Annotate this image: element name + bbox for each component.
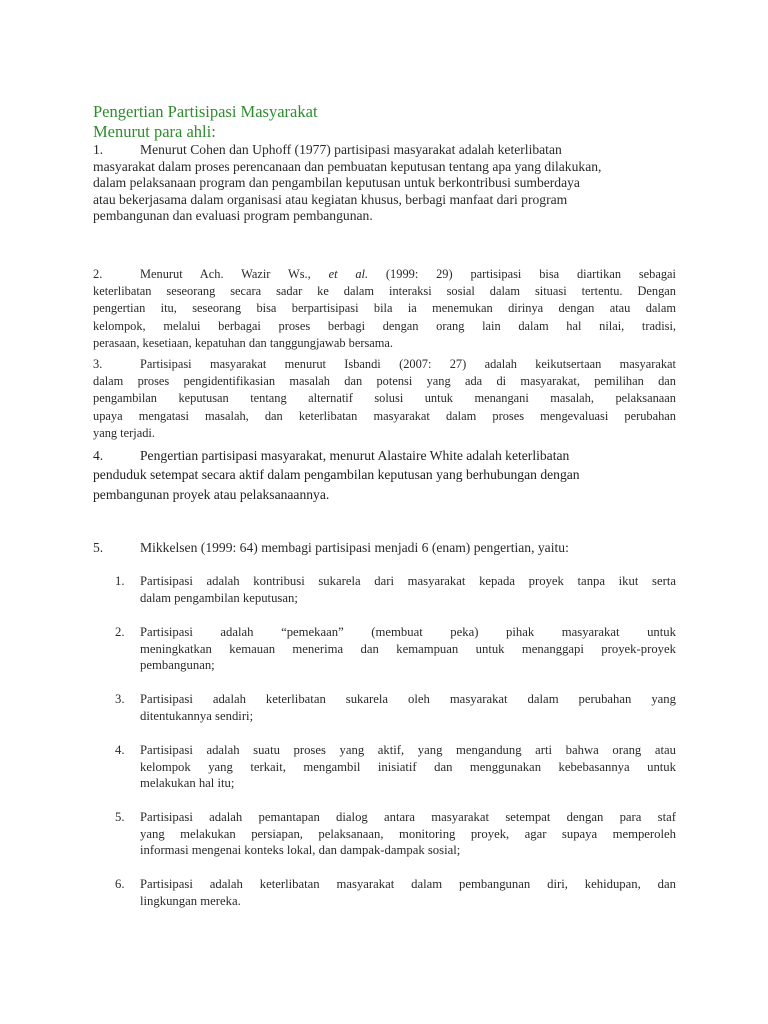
item-line: pengambilan keputusan tentang alternatif solusi untuk menangani masalah, pelaksanaan xyxy=(93,391,676,406)
item-line: masyarakat dalam proses perencanaan dan pembuatan keputusan tentang apa yang dilakukan, xyxy=(93,158,602,174)
item-line: penduduk setempat secara aktif dalam pengambilan keputusan yang berhubungan dengan xyxy=(93,467,580,483)
sub-item-text xyxy=(140,691,676,724)
item-italic-text: et al. xyxy=(328,267,369,281)
item-line: Pengertian partisipasi masyarakat, menurut Alastaire White adalah keterlibatan xyxy=(140,448,570,463)
item-line: Partisipasi adalah pemantapan dialog antara masyarakat setempat dengan para staf xyxy=(140,810,676,824)
list-item-1 xyxy=(93,142,676,225)
item-line: dalam pelaksanaan program dan pengambilan keputusan untuk berkontribusi sumberdaya xyxy=(93,175,580,191)
item-line: meningkatkan kemauan menerima dan kemampuan untuk menanggapi proyek-proyek xyxy=(140,641,676,656)
item-line: melakukan hal itu; xyxy=(140,776,235,791)
item-line: Partisipasi adalah kontribusi sukarela dari masyarakat kepada proyek tanpa ikut serta xyxy=(140,574,676,588)
item-line: pembangunan; xyxy=(140,658,215,673)
item-text: Menurut Ach. Wazir Ws., xyxy=(140,267,311,281)
item-line: perasaan, kesetiaan, kepatuhan dan tanggungjawab bersama. xyxy=(93,335,394,350)
item-line: Partisipasi adalah suatu proses yang aktif, yang mengandung arti bahwa orang atau xyxy=(140,743,676,757)
sub-item-text xyxy=(140,809,676,859)
item-line: kelompok, melalui berbagai proses berbagi dengan orang lain dalam hal nilai, tradisi, xyxy=(93,318,676,333)
item-line xyxy=(93,266,676,283)
item-text: (1999: 29) partisipasi bisa diartikan sebagai xyxy=(385,267,676,281)
item-line: keterlibatan seseorang secara sadar ke dalam interaksi sosial dalam situasi tertentu. Dengan xyxy=(93,284,676,299)
sub-item-number: 6. xyxy=(115,877,125,891)
item-line: atau bekerjasama dalam organisasi atau kegiatan khusus, berbagi manfaat dari program xyxy=(93,191,568,207)
item-line: yang terjadi. xyxy=(93,425,155,440)
item-line: Mikkelsen (1999: 64) membagi partisipasi menjadi 6 (enam) pengertian, yaitu: xyxy=(140,540,569,555)
item-line: Partisipasi adalah keterlibatan masyarakat dalam pembangunan diri, kehidupan, dan xyxy=(140,877,676,891)
item-number: 5. xyxy=(93,540,104,555)
item-line: lingkungan mereka. xyxy=(140,893,241,908)
item-number: 2. xyxy=(93,267,103,281)
sub-item-text xyxy=(140,624,676,674)
list-item-5 xyxy=(93,539,676,556)
sub-item-number: 2. xyxy=(115,625,125,639)
list-item-4 xyxy=(93,446,676,504)
sub-item-number: 4. xyxy=(115,743,125,757)
item-line: yang melakukan persiapan, pelaksanaan, monitoring proyek, agar supaya memperoleh xyxy=(140,826,676,841)
item-number: 1. xyxy=(93,142,104,157)
item-number: 3. xyxy=(93,357,103,371)
item-number: 4. xyxy=(93,448,104,463)
item-line: kelompok yang terkait, mengambil inisiatif dan menggunakan kebebasannya untuk xyxy=(140,759,676,774)
item-line: dalam proses pengidentifikasian masalah dan potensi yang ada di masyarakat, pemilihan dan xyxy=(93,374,676,389)
sub-item-number: 1. xyxy=(115,574,125,588)
item-line: dalam pengambilan keputusan; xyxy=(140,590,298,605)
document-subtitle: Menurut para ahli: xyxy=(93,122,216,141)
item-line: Menurut Cohen dan Uphoff (1977) partisipasi masyarakat adalah keterlibatan xyxy=(140,142,562,157)
list-item-2 xyxy=(93,266,676,352)
item-line: ditentukannya sendiri; xyxy=(140,708,254,723)
sub-item-number: 3. xyxy=(115,692,125,706)
item-line: pembangunan proyek atau pelaksanaannya. xyxy=(93,486,330,502)
item-line: upaya mengatasi masalah, dan keterlibatan masyarakat dalam proses mengevaluasi perubahan xyxy=(93,408,676,423)
sub-item-text xyxy=(140,876,676,909)
item-line: pembangunan dan evaluasi program pembangunan. xyxy=(93,208,373,224)
item-line: informasi mengenai konteks lokal, dan dampak-dampak sosial; xyxy=(140,843,461,858)
sub-item-number: 5. xyxy=(115,810,125,824)
sub-item-text xyxy=(140,573,676,606)
item-line: Partisipasi adalah keterlibatan sukarela oleh masyarakat dalam perubahan yang xyxy=(140,692,676,706)
item-line: Partisipasi adalah “pemekaan” (membuat peka) pihak masyarakat untuk xyxy=(140,625,676,639)
item-line: pengertian itu, seseorang bisa berpartisipasi bila ia menemukan dirinya dengan atau dalam xyxy=(93,301,676,316)
sub-item-text xyxy=(140,742,676,792)
list-item-3 xyxy=(93,356,676,442)
item-line: Partisipasi masyarakat menurut Isbandi (2007: 27) adalah keikutsertaan masyarakat xyxy=(140,357,676,371)
document-title: Pengertian Partisipasi Masyarakat xyxy=(93,102,318,121)
